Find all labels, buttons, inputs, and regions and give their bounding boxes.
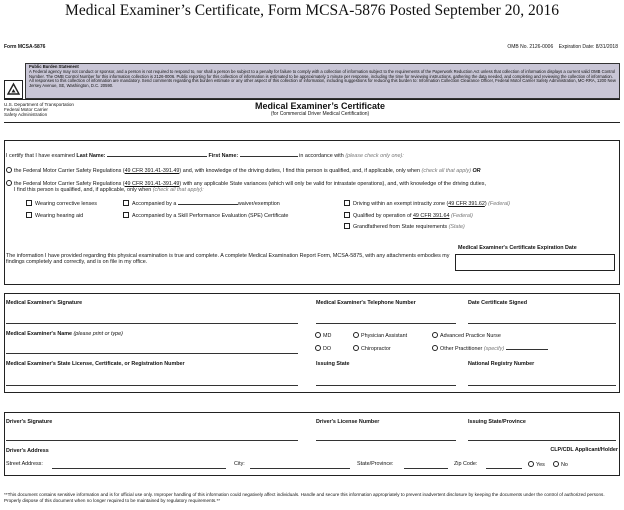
date-signed-field[interactable] — [468, 323, 616, 324]
cond-hearing-aid[interactable]: Wearing hearing aid — [26, 212, 83, 219]
spe-checkbox[interactable] — [123, 212, 129, 218]
grandfathered-checkbox[interactable] — [344, 223, 350, 229]
agency-name: U.S. Department of Transportation Federal Motor Carrier Safety Administration — [4, 102, 74, 117]
state-province-label: State/Province: — [357, 461, 394, 467]
examiner-phone-field[interactable] — [316, 323, 456, 324]
examiner-name-label: Medical Examiner's Name (please print or type) — [6, 331, 123, 337]
federal-radio[interactable] — [6, 167, 12, 173]
qualified-checkbox[interactable] — [344, 212, 350, 218]
examiner-section — [4, 293, 620, 393]
option-state-line2: I find this person is qualified, and, if applicable, only when (check all that apply): — [14, 187, 204, 193]
driver-signature-field[interactable] — [6, 440, 298, 441]
chiropractor-radio[interactable] — [353, 345, 359, 351]
driver-license-label: Driver's License Number — [316, 419, 380, 425]
license-label: Medical Examiner's State License, Certificate, or Registration Number — [6, 361, 185, 367]
registry-field[interactable] — [468, 385, 616, 386]
omb-number: OMB No. 2126-0006 Expiration Date: 8/31/2018 — [507, 44, 618, 50]
examiner-statement: The information I have provided regarding this physical examination is true and complete. A complete Medical Examination Report Form, MCSA-5875, with any attachments embodies my findings completely and correctly, and is on file in my office. — [6, 253, 450, 266]
issuing-state-label: Issuing State — [316, 361, 350, 367]
burden-text: A Federal agency may not conduct or sponsor, and a person is not required to respond to, nor shall a person be subject to a penalty for failure to comply with a collection of information subject to the requirements of the Paperwork Reduction Act unless that collection of information displays a current valid OMB Control Number. The OMB Control Number for this information collection is 2126-0006. Public reporting for this collection of information is estimated to be approximately 1 minute per response, including the time for reviewing instructions, gathering the data needed, and completing and reviewing the collection of information. All responses to this collection of information are mandatory. Send comments regarding this burden estimate or any other aspect of this collection of information, including suggestions for reducing this burden to: Information Collection Clearance Officer, Federal Motor Carrier Safety Administration, MC-RRA, 1200 New Jersey Avenue, SE, Washington, D.C. 20590. — [29, 68, 616, 89]
clp-yes-radio[interactable] — [528, 461, 534, 467]
credential-pa[interactable]: Physician Assistant — [353, 332, 407, 339]
pa-radio[interactable] — [353, 332, 359, 338]
cond-exempt-zone[interactable]: Driving within an exempt intracity zone (49 CFR 391.62) (Federal) — [344, 200, 510, 207]
clp-no[interactable]: No — [553, 461, 568, 468]
clp-no-radio[interactable] — [553, 461, 559, 467]
waiver-checkbox[interactable] — [123, 200, 129, 206]
issuing-state-field[interactable] — [316, 385, 456, 386]
city-field[interactable] — [250, 468, 350, 469]
hearing-aid-checkbox[interactable] — [26, 212, 32, 218]
form-id: Form MCSA-5876 — [4, 44, 46, 50]
cond-corrective-lenses[interactable]: Wearing corrective lenses — [26, 200, 97, 207]
expiration-label: Medical Examiner's Certificate Expiration Date — [458, 245, 577, 251]
date-signed-label: Date Certificate Signed — [468, 300, 528, 306]
state-province-field[interactable] — [404, 468, 448, 469]
other-radio[interactable] — [432, 345, 438, 351]
city-label: City: — [234, 461, 245, 467]
driver-license-field[interactable] — [316, 440, 456, 441]
exempt-zone-checkbox[interactable] — [344, 200, 350, 206]
last-name-field[interactable] — [107, 156, 207, 157]
dot-logo — [4, 80, 23, 99]
examiner-signature-label: Medical Examiner's Signature — [6, 300, 83, 306]
clp-yes[interactable]: Yes — [528, 461, 545, 468]
certificate-subtitle: (for Commercial Driver Medical Certification) — [270, 111, 370, 117]
page-title: Medical Examiner’s Certificate, Form MCSA-5876 Posted September 20, 2016 — [65, 2, 559, 19]
driver-issuing-field[interactable] — [468, 440, 616, 441]
cond-accompanied-waiver[interactable]: Accompanied by a waiver/exemption — [123, 200, 280, 207]
driver-signature-label: Driver's Signature — [6, 419, 53, 425]
option-state[interactable]: the Federal Motor Carrier Safety Regulations (49 CFR 391.41-391.49) with any applicable State variances (which will only be valid for intrastate operations), and, with knowledge of the driving duties, — [6, 180, 486, 187]
credential-other[interactable]: Other Practitioner (specify) — [432, 345, 548, 352]
first-name-field[interactable] — [240, 156, 298, 157]
expiration-date-field[interactable] — [455, 254, 615, 271]
registry-label: National Registry Number — [468, 361, 535, 367]
cond-spe[interactable]: Accompanied by a Skill Performance Evaluation (SPE) Certificate — [123, 212, 288, 219]
dot-logo-icon — [5, 81, 22, 98]
state-variance-radio[interactable] — [6, 180, 12, 186]
footer-notice: **This document contains sensitive information and is for official use only. Improper handling of this information could negatively affect individuals. Handle and secure this information appropriately to prevent inadvertent disclosure by keeping the documents under the control of authorized persons. Properly dispose of this document when no longer required to be maintained by regulatory requirements.** — [4, 492, 605, 503]
street-address-label: Street Address: — [6, 461, 43, 467]
clp-label: CLP/CDL Applicant/Holder — [550, 447, 618, 453]
cond-qualified-391-64[interactable]: Qualified by operation of 49 CFR 391.64 (Federal) — [344, 212, 473, 219]
certificate-title: Medical Examiner’s Certificate — [254, 101, 386, 111]
credential-chiro[interactable]: Chiropractor — [353, 345, 391, 352]
apn-radio[interactable] — [432, 332, 438, 338]
certify-line: I certify that I have examined Last Name: First Name: in accordance with (please check only one): — [6, 153, 404, 159]
license-field[interactable] — [6, 385, 298, 386]
corrective-lenses-checkbox[interactable] — [26, 200, 32, 206]
burden-statement-box — [25, 63, 620, 99]
driver-issuing-label: Issuing State/Province — [468, 419, 526, 425]
examiner-name-field[interactable] — [6, 353, 298, 354]
street-address-field[interactable] — [52, 468, 226, 469]
credential-do[interactable]: DO — [315, 345, 331, 352]
driver-address-label: Driver's Address — [6, 448, 49, 454]
md-radio[interactable] — [315, 332, 321, 338]
cond-grandfathered[interactable]: Grandfathered from State requirements (State) — [344, 223, 465, 230]
zip-label: Zip Code: — [454, 461, 478, 467]
option-federal[interactable]: the Federal Motor Carrier Safety Regulations (49 CFR 391.41-391.49) and, with knowledge of the driving duties, I find this person is qualified, and, if applicable, only when (check all that apply) OR — [6, 167, 481, 174]
credential-apn[interactable]: Advanced Practice Nurse — [432, 332, 501, 339]
do-radio[interactable] — [315, 345, 321, 351]
zip-field[interactable] — [486, 468, 522, 469]
examiner-phone-label: Medical Examiner's Telephone Number — [316, 300, 416, 306]
burden-title: Public Burden Statement — [29, 64, 79, 69]
examiner-signature-field[interactable] — [6, 323, 298, 324]
credential-md[interactable]: MD — [315, 332, 331, 339]
